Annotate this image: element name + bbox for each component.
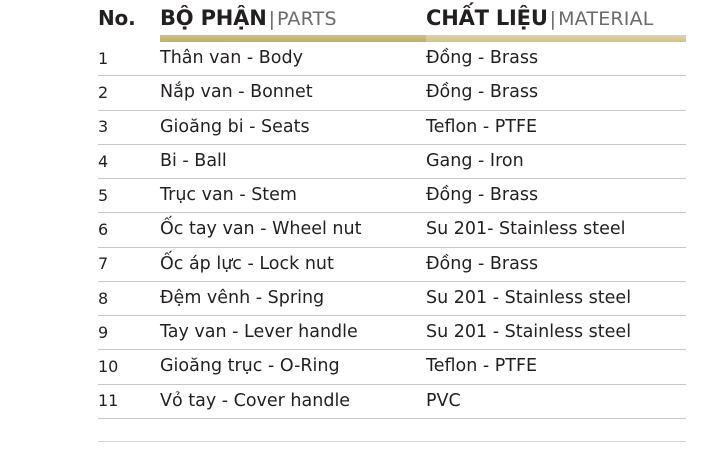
column-header-parts-vi: BỘ PHẬN — [160, 6, 267, 30]
table-body — [98, 42, 686, 418]
column-header-no-label: No. — [98, 6, 136, 30]
table-row — [98, 281, 686, 315]
cell-no: 6 — [98, 213, 160, 247]
table-row — [98, 247, 686, 281]
table-header — [98, 6, 686, 42]
cell-material: Teflon - PTFE — [426, 350, 686, 384]
cell-material: Su 201- Stainless steel — [426, 213, 686, 247]
cell-no: 9 — [98, 316, 160, 350]
cell-no: 4 — [98, 144, 160, 178]
cell-no: 10 — [98, 350, 160, 384]
cell-part: Trục van - Stem — [160, 179, 426, 213]
table-row — [98, 42, 686, 76]
table-row — [98, 110, 686, 144]
table-row — [98, 179, 686, 213]
cell-material: Đồng - Brass — [426, 179, 686, 213]
cell-no: 3 — [98, 110, 160, 144]
cell-part: Thân van - Body — [160, 42, 426, 76]
column-header-material-separator: | — [549, 8, 557, 30]
table-row — [98, 213, 686, 247]
cell-material: Teflon - PTFE — [426, 110, 686, 144]
column-header-material — [426, 6, 686, 35]
cell-part: Ốc áp lực - Lock nut — [160, 247, 426, 281]
cell-part: Nắp van - Bonnet — [160, 76, 426, 110]
cell-no: 2 — [98, 76, 160, 110]
table-row — [98, 350, 686, 384]
cell-material: Đồng - Brass — [426, 247, 686, 281]
cell-no: 11 — [98, 384, 160, 418]
cell-no: 8 — [98, 281, 160, 315]
header-accent-rule — [98, 35, 686, 42]
cell-material: Đồng - Brass — [426, 42, 686, 76]
cell-part: Tay van - Lever handle — [160, 316, 426, 350]
table-bottom-rule — [98, 441, 686, 442]
header-accent-rule-material — [426, 35, 686, 42]
table-row — [98, 76, 686, 110]
cell-part: Ốc tay van - Wheel nut — [160, 213, 426, 247]
cell-part: Đệm vênh - Spring — [160, 281, 426, 315]
cell-no: 1 — [98, 42, 160, 76]
column-header-parts-separator: | — [268, 8, 275, 30]
cell-material: Su 201 - Stainless steel — [426, 316, 686, 350]
table-row — [98, 384, 686, 418]
table-row — [98, 144, 686, 178]
table-row — [98, 316, 686, 350]
cell-part: Gioăng trục - O-Ring — [160, 350, 426, 384]
cell-material: PVC — [426, 384, 686, 418]
cell-part: Vỏ tay - Cover handle — [160, 384, 426, 418]
cell-material: Đồng - Brass — [426, 76, 686, 110]
column-header-material-vi: CHẤT LIỆU — [426, 6, 548, 30]
column-header-material-en: MATERIAL — [558, 8, 654, 30]
parts-table — [98, 6, 686, 419]
column-header-parts — [160, 6, 426, 35]
header-accent-rule-no — [98, 35, 160, 42]
column-header-no — [98, 6, 160, 35]
column-header-parts-en: PARTS — [276, 8, 337, 30]
cell-part: Bi - Ball — [160, 144, 426, 178]
cell-no: 5 — [98, 179, 160, 213]
header-accent-rule-parts — [160, 35, 426, 42]
cell-part: Gioăng bi - Seats — [160, 110, 426, 144]
cell-no: 7 — [98, 247, 160, 281]
cell-material: Gang - Iron — [426, 144, 686, 178]
cell-material: Su 201 - Stainless steel — [426, 281, 686, 315]
